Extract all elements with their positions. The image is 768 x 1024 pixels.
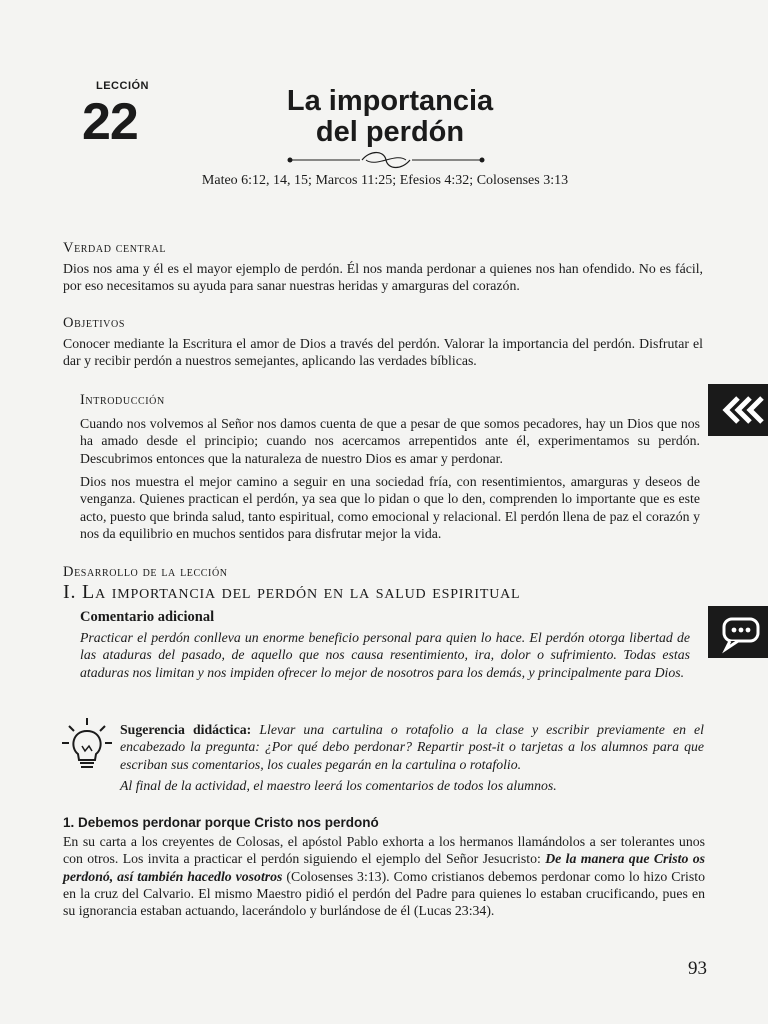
side-tab-introduccion [708, 384, 768, 436]
point-1-quote: De la manera que Cristo os perdonó, así también hacedlo vosotros [63, 851, 705, 884]
page-title-line1: La importancia [286, 85, 494, 117]
chat-bubble-icon [708, 606, 768, 658]
introduccion-heading: Introducción [80, 392, 165, 408]
desarrollo-heading: Desarrollo de la lección [63, 564, 228, 580]
lightbulb-icon [60, 716, 114, 774]
point-1-text [63, 833, 705, 919]
side-tab-comentario [708, 606, 768, 658]
comentario-heading: Comentario adicional [80, 609, 215, 625]
lesson-label: LECCIÓN [96, 80, 149, 92]
verdad-central-text: Dios nos ama y él es el mayor ejemplo de perdón. Él nos manda perdonar a quienes nos han ofendido. No es fácil, por eso necesitamos su ayuda para sanar nuestras heridas y amarguras del corazón. [63, 261, 703, 294]
comentario-text: Practicar el perdón conlleva un enorme beneficio personal para quien lo hace. El perdón otorga libertad de las ataduras del pasado, de aquello que nos causa resentimiento, ira, dolor o sufrimiento. Todas estas ataduras nos limitan y nos impiden ofrecer lo mejor de nosotros para los demás, y principalmente para Dios. [80, 630, 690, 680]
bible-references: Mateo 6:12, 14, 15; Marcos 11:25; Efesios 4:32; Colosenses 3:13 [201, 173, 569, 188]
sugerencia-label: Sugerencia didáctica: [120, 722, 252, 737]
back-chevrons-icon [708, 384, 768, 436]
objetivos-text: Conocer mediante la Escritura el amor de Dios a través del perdón. Valorar la importancia del perdón. Disfrutar el dar y recibir perdón a nuestros semejantes, aplicando las verdades bíblicas. [63, 336, 703, 369]
verdad-central-heading: Verdad central [63, 240, 167, 256]
objetivos-heading: Objetivos [63, 315, 125, 331]
point-1-text-after: (Colosenses 3:13). Como cristianos debemos perdonar como lo hizo Cristo en la cruz del Calvario. El mismo Maestro pidió el perdón del Padre para quienes lo estaban crucificando, pues en su ignorancia estaban actuando, lacerándolo y burlándose de él (Lucas 23:34). [63, 868, 705, 919]
point-1-text-before: En su carta a los creyentes de Colosas, el apóstol Pablo exhorta a los hermanos llamándolos a ser tolerantes unos con otros. Los invita a practicar el perdón siguiendo el ejemplo del Señor Jesucristo: [63, 834, 705, 867]
sugerencia-text: Llevar una cartulina o rotafolio a la clase y escribir previamente en el encabezado la pregunta: ¿Por qué debo perdonar? Repartir post-it o tarjetas a los alumnos para que escriban sus comentarios, los cuales pegarán en la cartulina o rotafolio. [120, 722, 705, 772]
page-number: 93 [688, 958, 707, 979]
introduccion-paragraph-1: Cuando nos volvemos al Señor nos damos cuenta de que a pesar de que somos pecadores, hay un Dios que nos ha amado desde el principio; cuando nos acercamos arrepentidos ante él, experimentamos su perdón. Descubrimos entonces que la naturaleza de nuestro Dios es amar y perdonar. [80, 416, 700, 466]
sugerencia-text-2: Al final de la actividad, el maestro leerá los comentarios de todos los alumnos. [120, 778, 557, 793]
section-title: I. La importancia del perdón en la salud espiritual [63, 581, 521, 603]
lesson-number: 22 [82, 93, 138, 151]
title-ornament-divider [286, 150, 486, 170]
introduccion-paragraph-2: Dios nos muestra el mejor camino a seguir en una sociedad fría, con resentimientos, amarguras y deseos de venganza. Quienes practican el perdón, ya sea que lo pidan o que lo den, comprenden lo importante que es este acto, puesto que brinda salud, tanto espiritual, como emocional y relacional. El perdón llena de paz el corazón y nos da equilibrio en muchos sentidos para disfrutar mejor la vida. [80, 474, 700, 541]
sugerencia-didactica [120, 721, 704, 773]
page-title-line2: del perdón [315, 116, 465, 148]
point-1-heading: 1. Debemos perdonar porque Cristo nos perdonó [63, 815, 379, 830]
